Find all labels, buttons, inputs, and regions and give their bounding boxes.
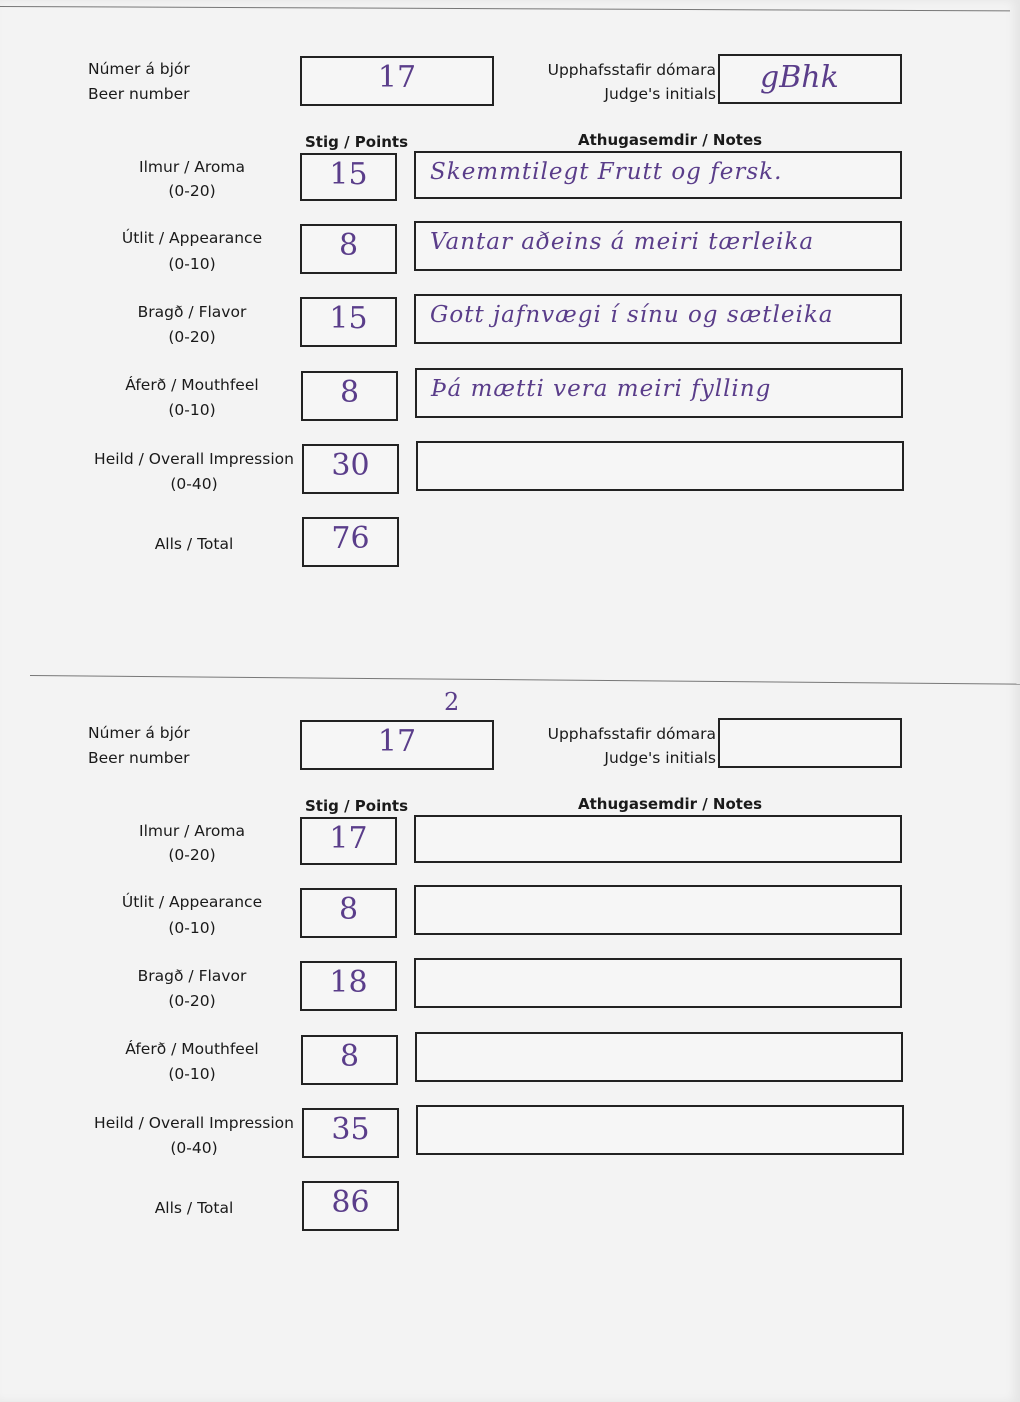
mouthfeel-label: Áferð / Mouthfeel <box>125 1040 259 1058</box>
judge-initials-field[interactable] <box>718 718 902 768</box>
beer-number-label-en: Beer number <box>88 85 190 103</box>
mouthfeel-range: (0-10) <box>168 1065 216 1083</box>
beer-number-label-en: Beer number <box>88 749 190 767</box>
judge-label-en: Judge's initials <box>604 85 716 103</box>
judge-label-en: Judge's initials <box>604 749 716 767</box>
beer-number-value: 17 <box>377 60 417 95</box>
beer-number-field[interactable] <box>300 720 494 770</box>
appearance-points-value: 8 <box>338 892 359 927</box>
total-points-value: 76 <box>331 521 370 556</box>
judge-initials-value: gBhk <box>760 60 839 95</box>
notes-header: Athugasemdir / Notes <box>578 131 763 149</box>
aroma-points-field[interactable] <box>300 153 397 201</box>
appearance-notes-field[interactable] <box>414 221 902 271</box>
overall-notes-field[interactable] <box>416 441 904 491</box>
overall-range: (0-40) <box>170 1139 218 1157</box>
overall-points-field[interactable] <box>302 444 399 494</box>
appearance-points-value: 8 <box>338 228 359 263</box>
aroma-points-value: 15 <box>329 157 368 192</box>
flavor-notes-value: Gott jafnvægi í sínu og sætleika <box>430 302 834 328</box>
mouthfeel-points-value: 8 <box>339 1039 360 1074</box>
aroma-label: Ilmur / Aroma <box>139 158 245 176</box>
total-label: Alls / Total <box>154 1199 234 1217</box>
aroma-range: (0-20) <box>168 182 216 200</box>
overall-label: Heild / Overall Impression <box>94 1114 294 1132</box>
mouthfeel-notes-value: Þá mætti vera meiri fylling <box>431 376 772 402</box>
flavor-range: (0-20) <box>168 328 216 346</box>
score-form-2 <box>0 664 1020 1264</box>
overall-notes-field[interactable] <box>416 1105 904 1155</box>
mouthfeel-points-field[interactable] <box>301 1035 398 1085</box>
aroma-points-field[interactable] <box>300 817 397 865</box>
points-header: Stig / Points <box>305 797 408 815</box>
flavor-range: (0-20) <box>168 992 216 1010</box>
overall-points-value: 35 <box>331 1112 370 1147</box>
aroma-points-value: 17 <box>329 821 368 856</box>
aroma-notes-value: Skemmtilegt Frutt og fersk. <box>430 159 783 185</box>
notes-header: Athugasemdir / Notes <box>578 795 763 813</box>
mouthfeel-range: (0-10) <box>168 401 216 419</box>
handwritten-mark: 2 <box>444 688 460 716</box>
overall-range: (0-40) <box>170 475 218 493</box>
flavor-points-field[interactable] <box>300 961 397 1011</box>
flavor-label: Bragð / Flavor <box>137 303 247 321</box>
appearance-points-field[interactable] <box>300 224 397 274</box>
aroma-notes-field[interactable] <box>414 151 902 199</box>
beer-number-label-is: Númer á bjór <box>88 724 190 742</box>
flavor-notes-field[interactable] <box>414 294 902 344</box>
appearance-range: (0-10) <box>168 919 216 937</box>
appearance-label: Útlit / Appearance <box>121 893 263 911</box>
score-form-1 <box>0 0 1020 600</box>
mouthfeel-points-field[interactable] <box>301 371 398 421</box>
overall-points-field[interactable] <box>302 1108 399 1158</box>
mouthfeel-label: Áferð / Mouthfeel <box>125 376 259 394</box>
points-header: Stig / Points <box>305 133 408 151</box>
total-label: Alls / Total <box>154 535 234 553</box>
appearance-range: (0-10) <box>168 255 216 273</box>
flavor-notes-field[interactable] <box>414 958 902 1008</box>
total-points-field[interactable] <box>302 1181 399 1231</box>
total-points-field[interactable] <box>302 517 399 567</box>
beer-number-field[interactable] <box>300 56 494 106</box>
appearance-notes-value: Vantar aðeins á meiri tærleika <box>430 229 815 255</box>
appearance-notes-field[interactable] <box>414 885 902 935</box>
judge-initials-field[interactable] <box>718 54 902 104</box>
mouthfeel-notes-field[interactable] <box>415 368 903 418</box>
mouthfeel-points-value: 8 <box>339 375 360 410</box>
overall-label: Heild / Overall Impression <box>94 450 294 468</box>
mouthfeel-notes-field[interactable] <box>415 1032 903 1082</box>
overall-points-value: 30 <box>331 448 370 483</box>
flavor-points-field[interactable] <box>300 297 397 347</box>
flavor-points-value: 15 <box>329 301 368 336</box>
appearance-points-field[interactable] <box>300 888 397 938</box>
aroma-notes-field[interactable] <box>414 815 902 863</box>
flavor-points-value: 18 <box>329 965 368 1000</box>
aroma-range: (0-20) <box>168 846 216 864</box>
flavor-label: Bragð / Flavor <box>137 967 247 985</box>
beer-number-label-is: Númer á bjór <box>88 60 190 78</box>
judge-label-is: Upphafsstafir dómara <box>547 725 716 743</box>
appearance-label: Útlit / Appearance <box>121 229 263 247</box>
judge-label-is: Upphafsstafir dómara <box>547 61 716 79</box>
aroma-label: Ilmur / Aroma <box>139 822 245 840</box>
beer-number-value: 17 <box>377 724 417 759</box>
total-points-value: 86 <box>331 1185 370 1220</box>
